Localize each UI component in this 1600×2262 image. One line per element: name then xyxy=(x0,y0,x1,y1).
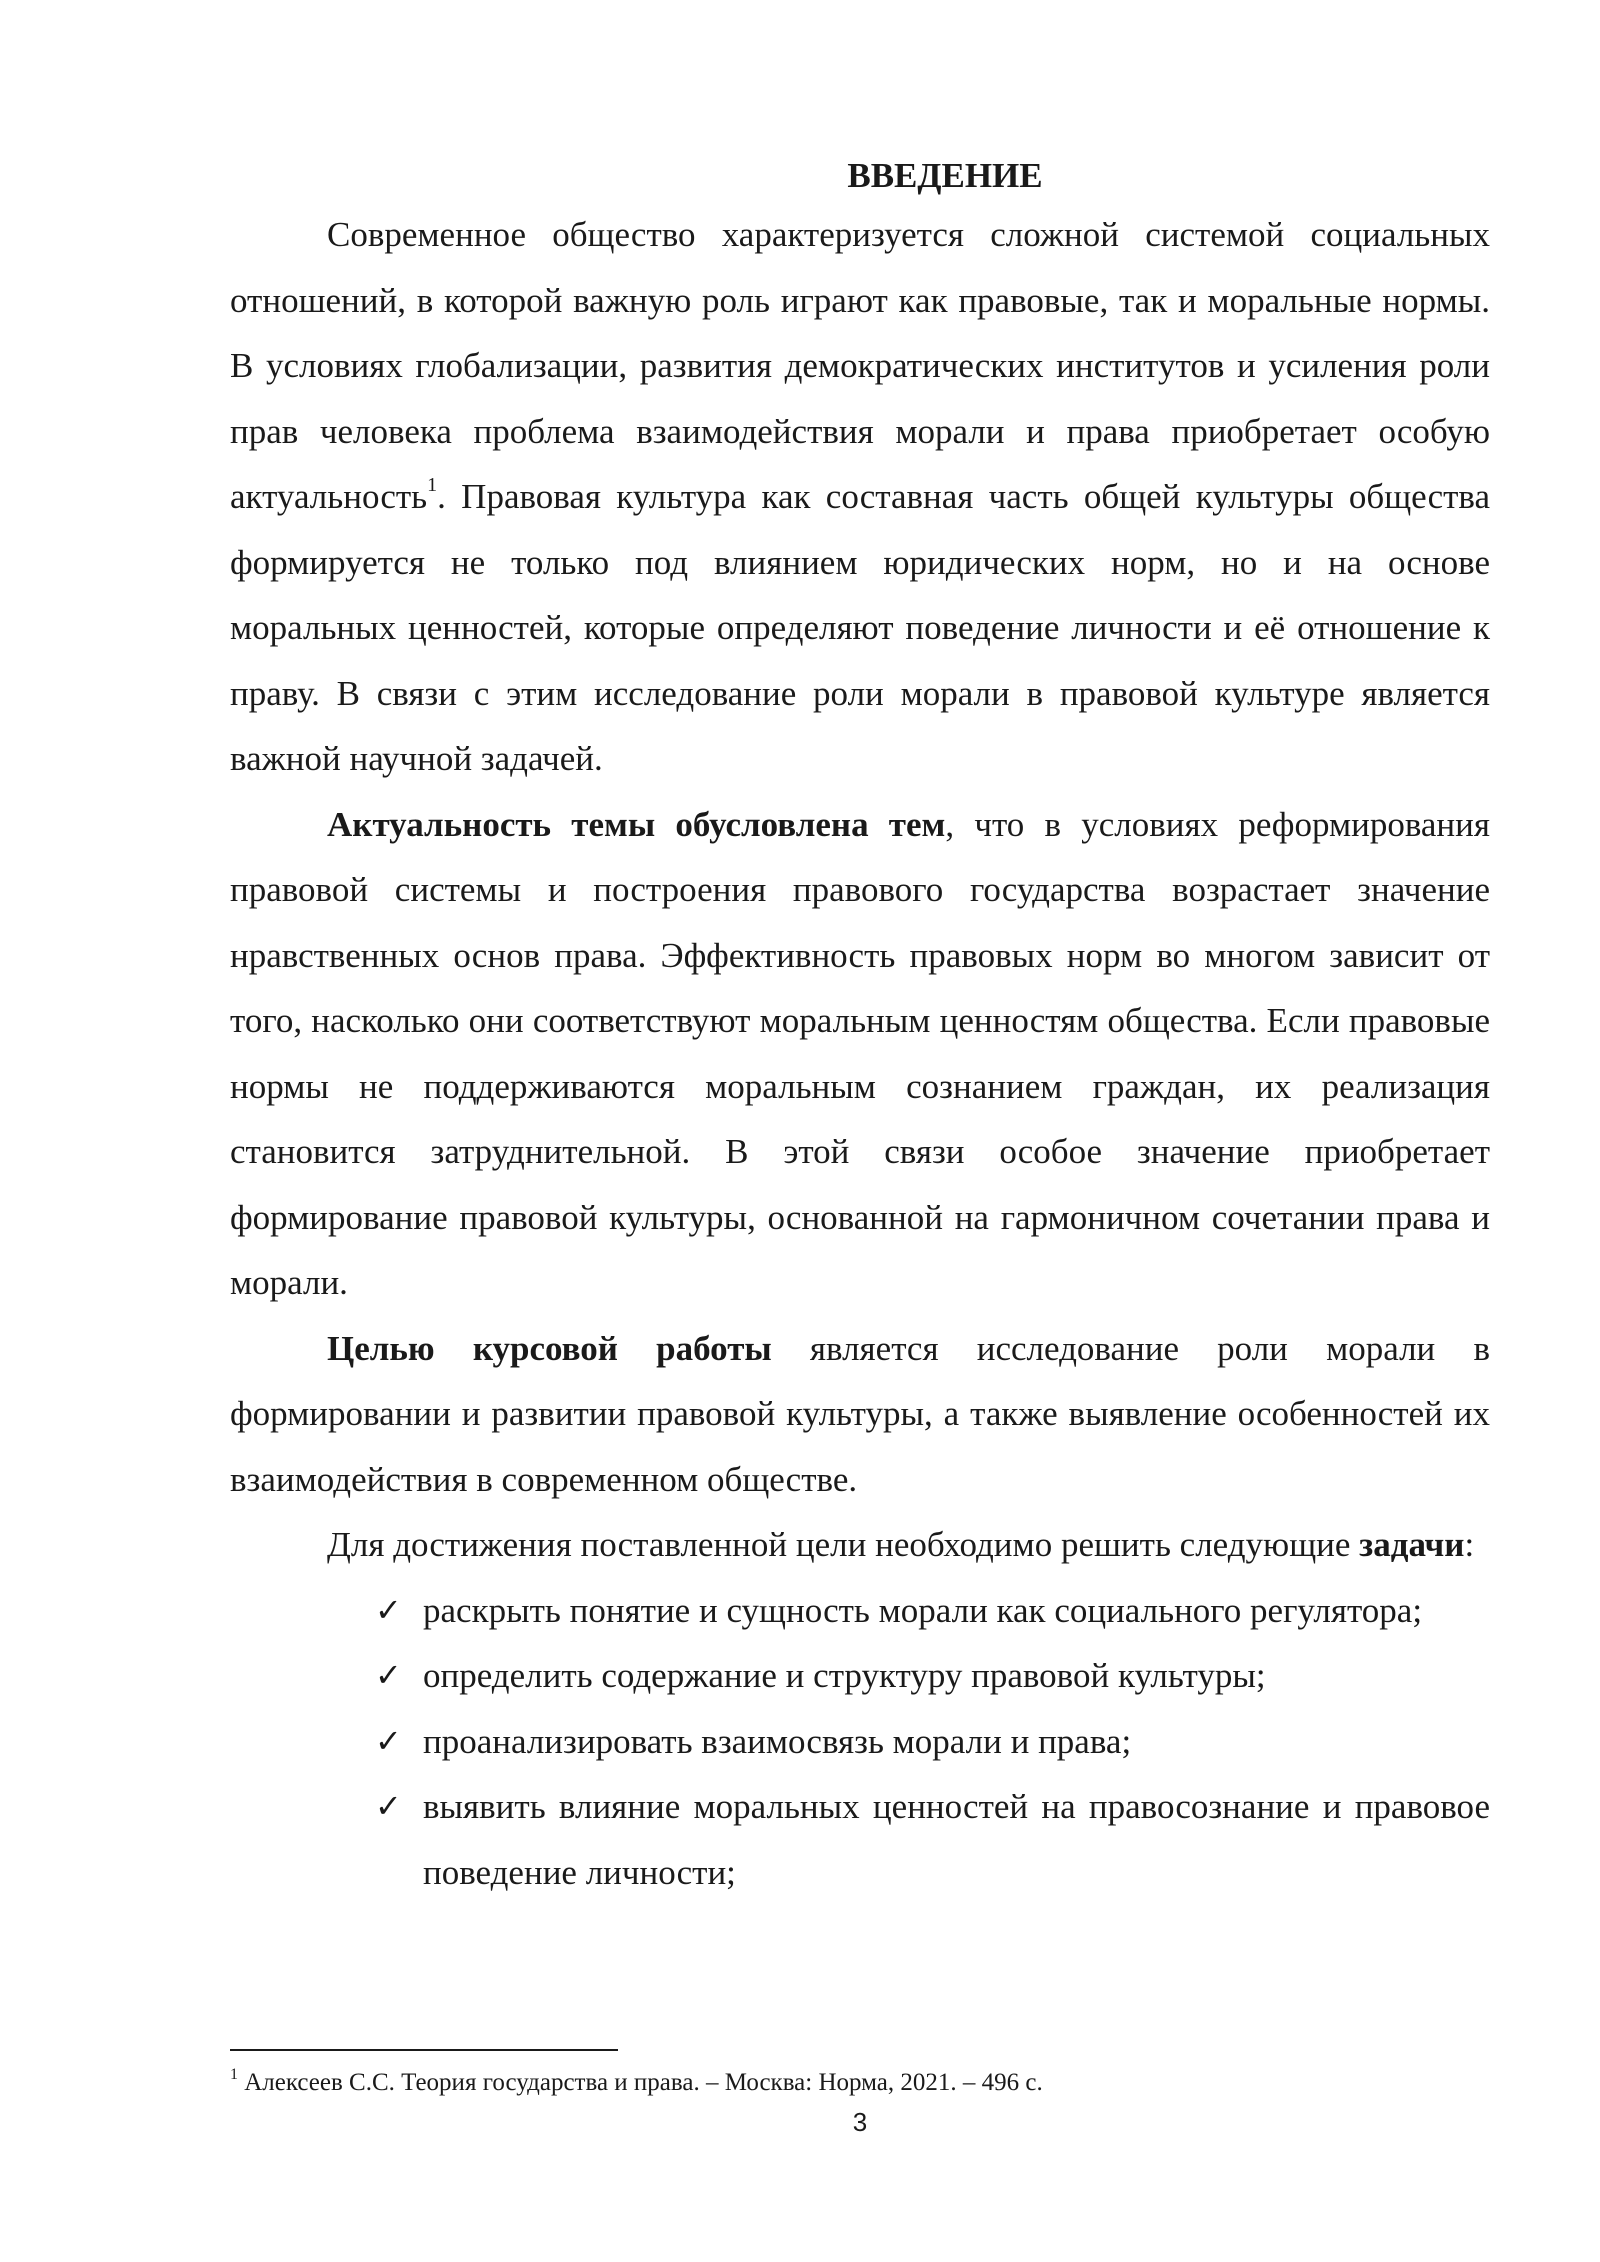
checkmark-icon: ✓ xyxy=(375,1721,402,1760)
goal-lead: Целью курсовой работы xyxy=(327,1328,772,1368)
checkmark-icon: ✓ xyxy=(375,1656,402,1694)
list-item-text: выявить влияние моральных ценностей на правосознание и правовое поведение личности; xyxy=(423,1787,1490,1892)
list-item xyxy=(230,1578,1490,1644)
tasks-list xyxy=(230,1578,1490,1906)
relevance-paragraph xyxy=(230,792,1490,1316)
tasks-intro-text: Для достижения поставленной цели необходимо решить следующие xyxy=(327,1525,1360,1564)
page-number: 3 xyxy=(852,2107,868,2137)
list-item xyxy=(230,1643,1490,1709)
footnote-separator xyxy=(230,2049,618,2051)
footnote xyxy=(230,2067,1430,2099)
tasks-intro-paragraph xyxy=(230,1512,1490,1578)
intro-text: Современное общество характеризуется сложной системой социальных отношений, в которой важную роль играют как правовые, так и моральные нормы. В условиях глобализации, развития демократических институтов и усиления роли прав человека проблема взаимодействия морали и права приобретает особую актуальность xyxy=(230,215,1490,516)
list-item xyxy=(230,1774,1490,1905)
page-content xyxy=(230,150,1490,1905)
list-item xyxy=(230,1709,1490,1775)
list-item-text: определить содержание и структуру правовой культуры; xyxy=(423,1656,1266,1695)
checkmark-icon: ✓ xyxy=(375,1590,402,1629)
relevance-text: , что в условиях реформирования правовой системы и построения правового государства возрастает значение нравственных основ права. Эффективность правовых норм во многом зависит от того, насколько они соответствуют моральным ценностям общества. Если правовые нормы не поддерживаются моральным сознанием граждан, их реализация становится затруднительной. В этой связи особое значение приобретает формирование правовой культуры, основанной на гармоничном сочетании права и морали. xyxy=(230,804,1490,1302)
list-item-text: раскрыть понятие и сущность морали как социального регулятора; xyxy=(423,1590,1423,1630)
checkmark-icon: ✓ xyxy=(375,1787,402,1825)
intro-paragraph xyxy=(230,202,1490,792)
goal-paragraph xyxy=(230,1316,1490,1513)
footnote-text: Алексеев С.С. Теория государства и права. – Москва: Норма, 2021. – 496 с. xyxy=(238,2069,1043,2096)
section-heading: ВВЕДЕНИЕ xyxy=(847,156,1043,195)
intro-text-continued: . Правовая культура как составная часть общей культуры общества формируется не только под влиянием юридических норм, но и на основе моральных ценностей, которые определяют поведение личности и её отношение к праву. В связи с этим исследование роли морали в правовой культуре является важной научной задачей. xyxy=(230,477,1490,778)
tasks-intro-colon: : xyxy=(1464,1525,1475,1564)
tasks-intro-bold: задачи xyxy=(1359,1525,1465,1564)
relevance-lead: Актуальность темы обусловлена тем xyxy=(327,804,946,844)
footnote-number: 1 xyxy=(230,2065,238,2083)
footnote-reference[interactable]: 1 xyxy=(427,474,438,497)
goal-text: является исследование роли морали в формировании и развитии правовой культуры, а также выявление особенностей их взаимодействия в современном обществе. xyxy=(230,1328,1491,1499)
list-item-text: проанализировать взаимосвязь морали и права; xyxy=(423,1721,1132,1761)
